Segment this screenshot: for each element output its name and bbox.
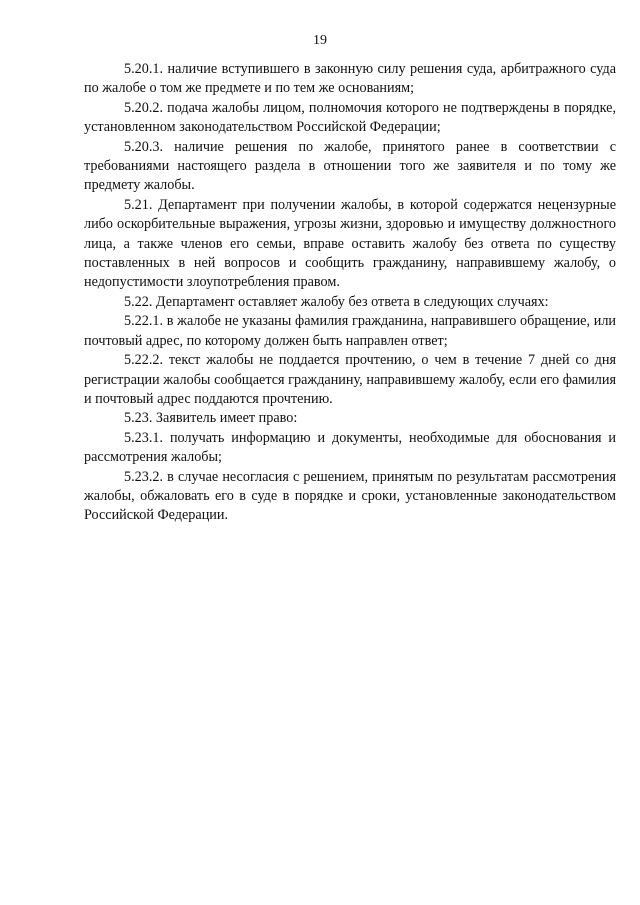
- paragraph-5-20-1: 5.20.1. наличие вступившего в законную силу решения суда, арбитражного суда по жалобе о том же предмете и по тем же основаниям;: [84, 61, 616, 97]
- paragraph-5-22-2: 5.22.2. текст жалобы не поддается прочтению, о чем в течение 7 дней со дня регистрации жалобы сообщается гражданину, направившему жалобу, если его фамилия и почтовый адрес поддаются прочтению.: [84, 352, 616, 407]
- paragraph-5-21: 5.21. Департамент при получении жалобы, в которой содержатся нецензурные либо оскорбительные выражения, угрозы жизни, здоровью и имуществу должностного лица, а также членов его семьи, вправе оставить жалобу без ответа по существу поставленных в ней вопросов и сообщить гражданину, направившему жалобу, о недопустимости злоупотребления правом.: [84, 196, 616, 291]
- paragraph-5-23-2: 5.23.2. в случае несогласия с решением, принятым по результатам рассмотрения жалобы, обжаловать его в суде в порядке и сроки, установленные законодательством Российской Федерации.: [84, 468, 616, 524]
- paragraph-5-23-1: 5.23.1. получать информацию и документы, необходимые для обоснования и рассмотрения жалобы;: [84, 429, 616, 466]
- document-body: [84, 60, 616, 526]
- paragraph-5-22-1: 5.22.1. в жалобе не указаны фамилия гражданина, направившего обращение, или почтовый адрес, по которому должен быть направлен ответ;: [84, 313, 616, 349]
- paragraph-5-23: 5.23. Заявитель имеет право:: [124, 410, 298, 427]
- page-number: 19: [313, 33, 327, 48]
- paragraph-5-20-2: 5.20.2. подача жалобы лицом, полномочия которого не подтверждены в порядке, установленном законодательством Российской Федерации;: [84, 99, 616, 136]
- paragraph-5-22: 5.22. Департамент оставляет жалобу без ответа в следующих случаях:: [124, 293, 549, 310]
- paragraph-5-20-3: 5.20.3. наличие решения по жалобе, принятого ранее в соответствии с требованиями настоящего раздела в отношении того же заявителя и по тому же предмету жалобы.: [84, 138, 616, 194]
